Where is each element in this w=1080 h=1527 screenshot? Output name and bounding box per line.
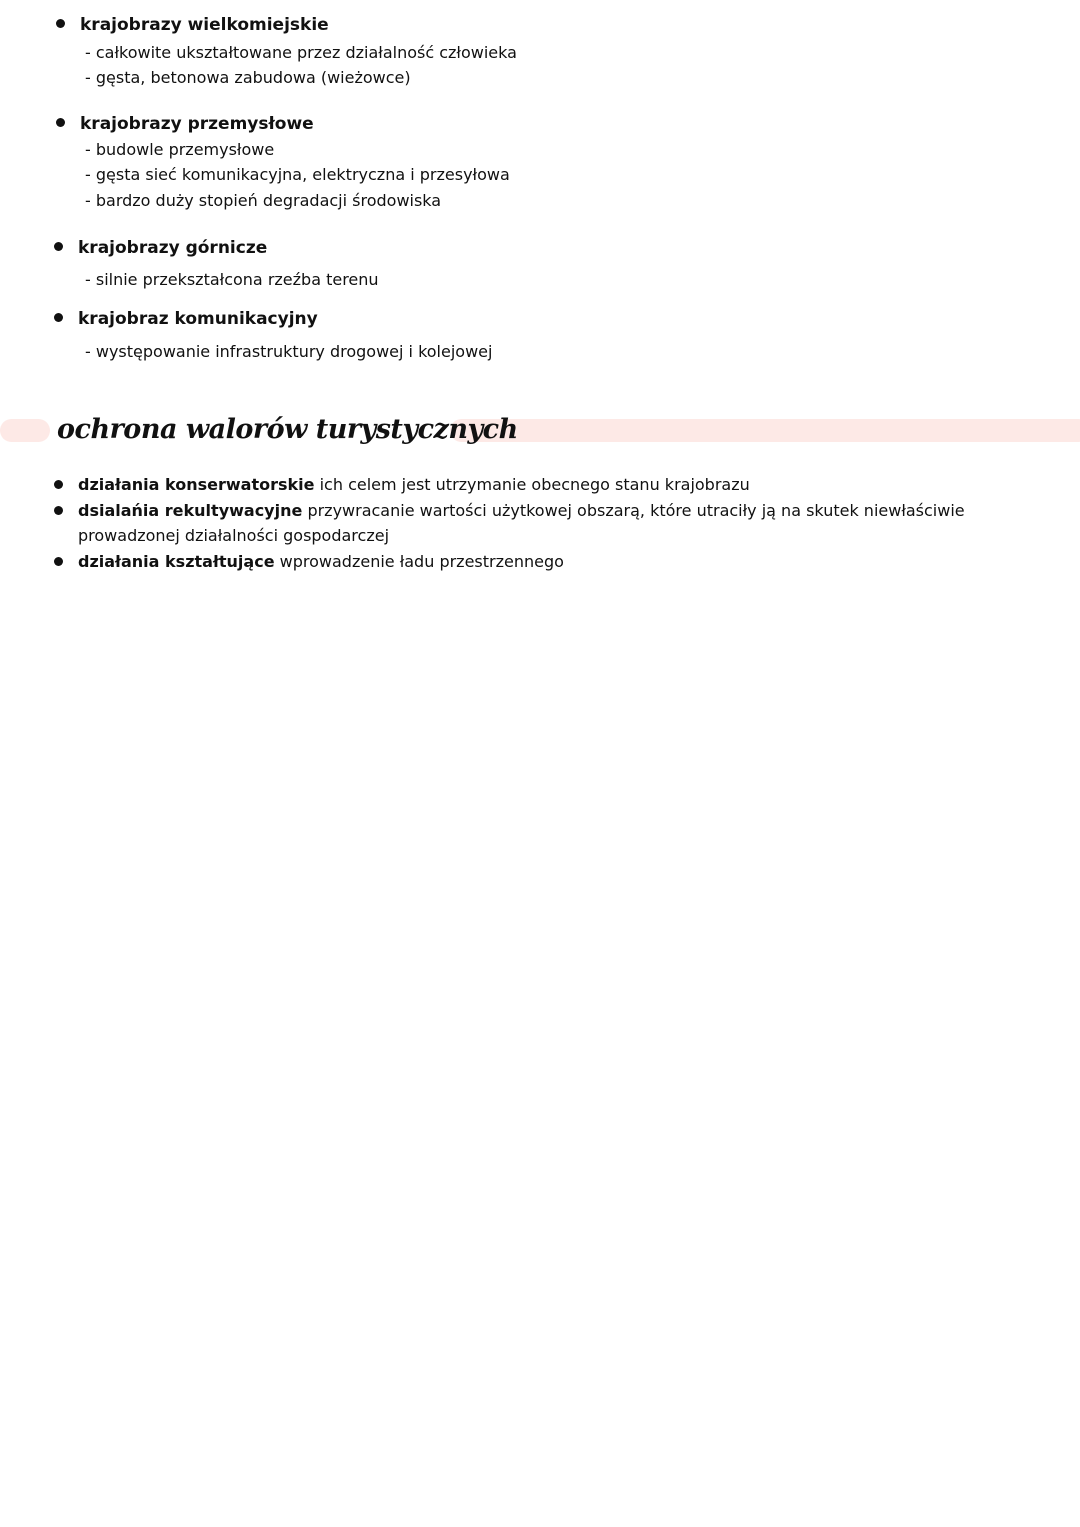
section-band-right	[450, 419, 1080, 442]
landscape-point: - całkowite ukształtowane przez działalność człowieka	[85, 43, 517, 62]
landscape-point: - bardzo duży stopień degradacji środowiska	[85, 191, 442, 210]
bullet-icon	[56, 118, 65, 127]
protection-item	[78, 498, 965, 523]
protection-term: działania kształtujące	[78, 552, 275, 571]
bullet-icon	[54, 480, 63, 489]
bullet-icon	[54, 506, 63, 515]
landscape-point: - występowanie infrastruktury drogowej i kolejowej	[85, 342, 493, 361]
landscape-title: krajobraz komunikacyjny	[78, 309, 318, 329]
protection-item	[78, 549, 564, 574]
section-title: ochrona walorów turystycznych	[57, 414, 518, 445]
landscape-point: - gęsta sieć komunikacyjna, elektryczna i przesyłowa	[85, 165, 510, 184]
bullet-icon	[54, 557, 63, 566]
landscape-title: krajobrazy górnicze	[78, 238, 268, 258]
bullet-icon	[54, 242, 63, 251]
protection-term: dsialańia rekultywacyjne	[78, 501, 303, 520]
landscape-point: - gęsta, betonowa zabudowa (wieżowce)	[85, 68, 411, 87]
landscape-point: - budowle przemysłowe	[85, 140, 275, 159]
protection-text-continuation: prowadzonej działalności gospodarczej	[78, 526, 390, 545]
protection-text: przywracanie wartości użytkowej obszarą, które utraciły ją na skutek niewłaściwie	[307, 501, 965, 520]
protection-text: wprowadzenie ładu przestrzennego	[279, 552, 564, 571]
bullet-icon	[54, 313, 63, 322]
protection-item	[78, 472, 750, 497]
protection-text: ich celem jest utrzymanie obecnego stanu krajobrazu	[319, 475, 750, 494]
section-band-left	[0, 419, 50, 442]
landscape-title: krajobrazy wielkomiejskie	[80, 15, 329, 35]
bullet-icon	[56, 19, 65, 28]
protection-term: działania konserwatorskie	[78, 475, 315, 494]
landscape-point: - silnie przekształcona rzeźba terenu	[85, 270, 379, 289]
landscape-title: krajobrazy przemysłowe	[80, 114, 314, 134]
